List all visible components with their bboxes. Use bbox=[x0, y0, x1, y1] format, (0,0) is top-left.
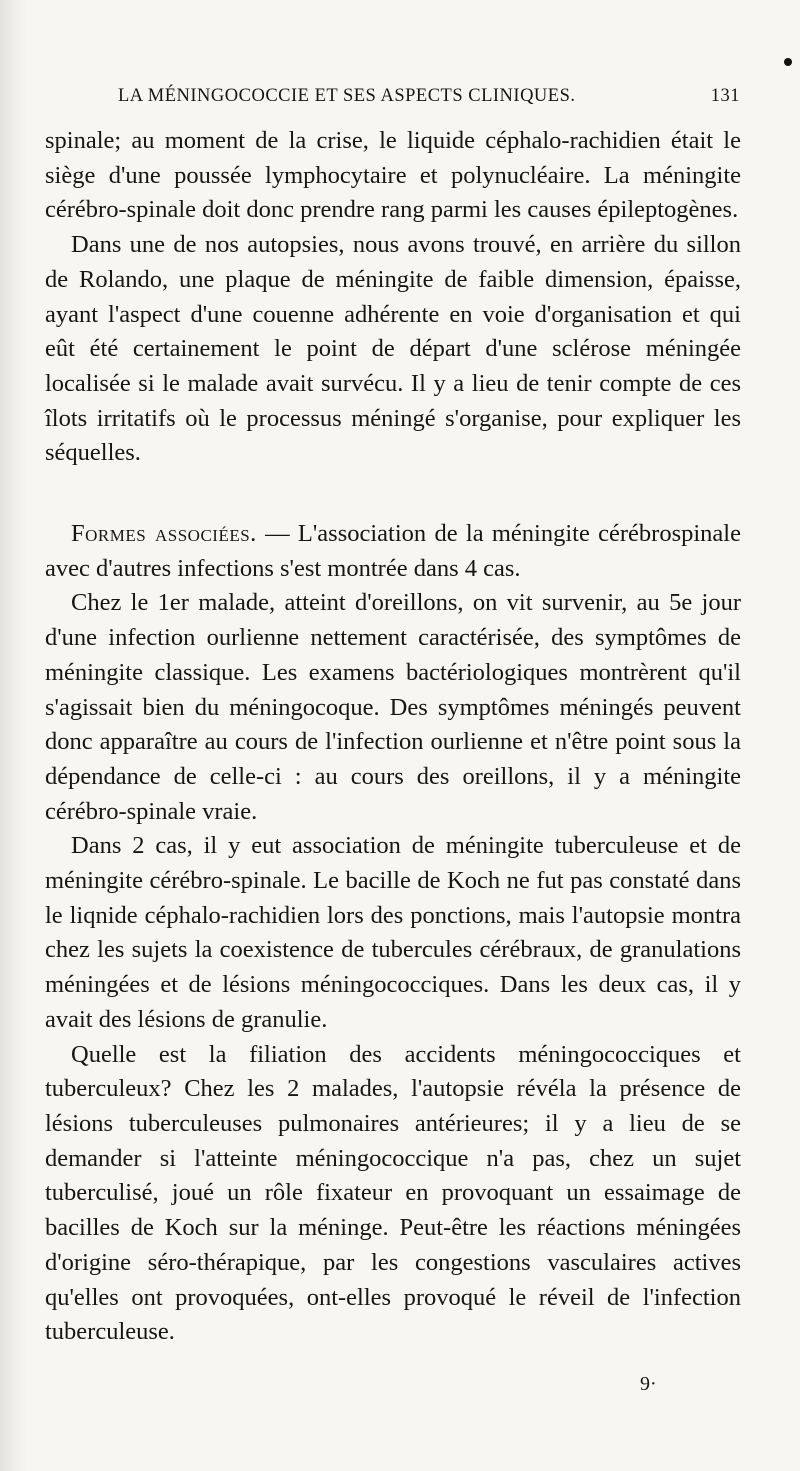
signature-mark: 9· bbox=[640, 1373, 657, 1395]
section-heading: Formes associées. bbox=[71, 520, 257, 548]
paragraph-mumps-case: Chez le 1er malade, atteint d'oreillons, on vit survenir, au 5e jour d'une infection ourlienne nettement caractérisée, des symptômes de méningite classique. Les examens bactériologiques montrèrent qu'il s'agissait bien du méningocoque. Des symptômes méningés peuvent donc apparaître au cours de l'infection ourlienne et n'être point sous la dépendance de celle-ci : au cours des oreillons, il y a méningite cérébro-spinale vraie. bbox=[45, 589, 741, 825]
paragraph-continuation: spinale; au moment de la crise, le liquide céphalo-rachidien était le siège d'une poussée lymphocytaire et polynucléaire. La méningite cérébro-spinale doit donc prendre rang parmi les causes épileptogènes. bbox=[45, 127, 741, 224]
running-title: LA MÉNINGOCOCCIE ET SES ASPECTS CLINIQUES. bbox=[118, 86, 576, 106]
paragraph-tuberculosis-cases: Dans 2 cas, il y eut association de méningite tuberculeuse et de méningite cérébro-spinale. Le bacille de Koch ne fut pas constaté dans le liqnide céphalo-rachidien lors des ponctions, mais l'autopsie montra chez les sujets la coexistence de tubercules cérébraux, de granulations méningées et de lésions méningococciques. Dans les deux cas, il y avait des lésions de granulie. bbox=[45, 832, 741, 1033]
body-text bbox=[45, 124, 741, 1350]
page-number: 131 bbox=[710, 86, 740, 106]
page-edge-shadow bbox=[0, 0, 28, 1471]
section-intro-text: — L'association de la méningite cérébrospinale avec d'autres infections s'est montrée dans 4 cas. bbox=[45, 520, 741, 582]
section-gap bbox=[45, 471, 741, 517]
running-header bbox=[118, 86, 740, 112]
paragraph-associated-forms bbox=[45, 517, 741, 586]
paragraph-autopsy: Dans une de nos autopsies, nous avons trouvé, en arrière du sillon de Rolando, une plaque de méningite de faible dimension, épaisse, ayant l'aspect d'une couenne adhérente en voie d'organisation et qui eût été certainement le point de départ d'une sclérose méningée localisée si le malade avait survécu. Il y a lieu de tenir compte de ces îlots irritatifs où le processus méningé s'organise, pour expliquer les séquelles. bbox=[45, 231, 741, 467]
ink-spot-mark bbox=[784, 58, 792, 66]
paragraph-filiation: Quelle est la filiation des accidents méningococciques et tuberculeux? Chez les 2 malades, l'autopsie révéla la présence de lésions tuberculeuses pulmonaires antérieures; il y a lieu de se demander si l'atteinte méningococcique n'a pas, chez un sujet tuberculisé, joué un rôle fixateur en provoquant un essaimage de bacilles de Koch sur la méninge. Peut-être les réactions méningées d'origine séro-thérapique, par les congestions vasculaires actives qu'elles ont provoquées, ont-elles provoqué le réveil de l'infection tuberculeuse. bbox=[45, 1040, 741, 1346]
